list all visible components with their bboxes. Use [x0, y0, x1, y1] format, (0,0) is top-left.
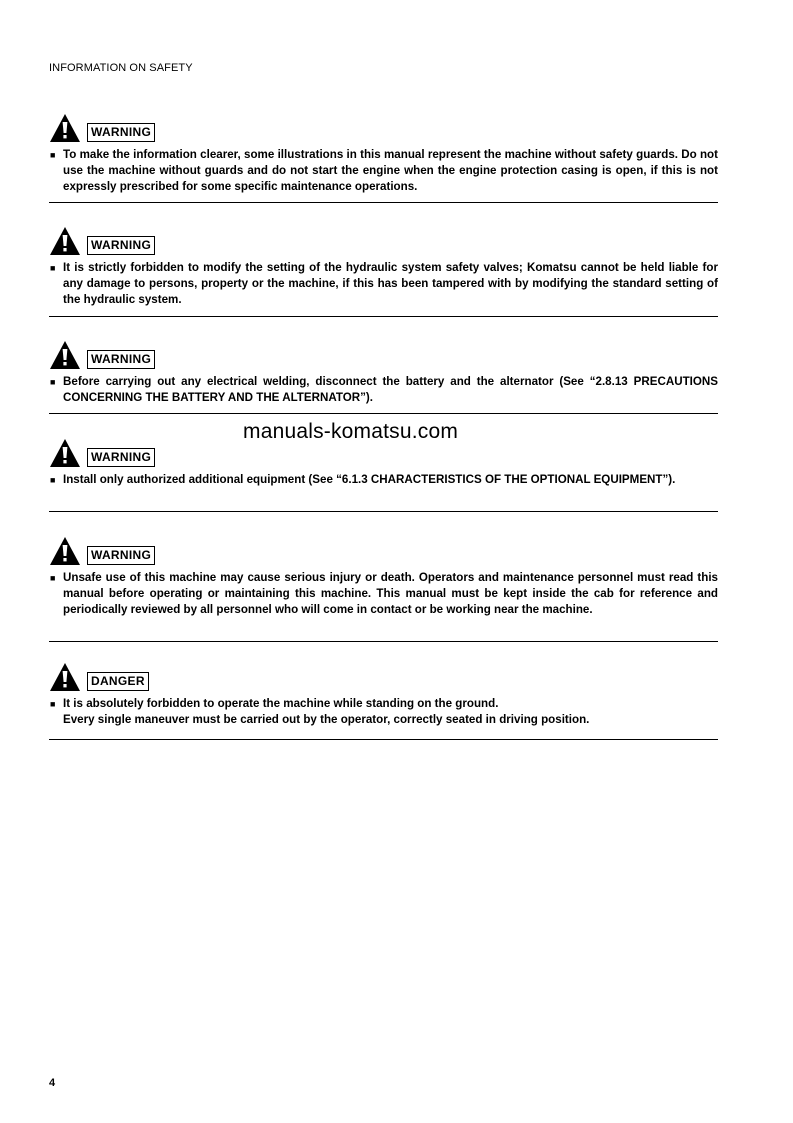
- notice-text: Before carrying out any electrical welding, disconnect the battery and the alternator (See “2.8.13 PRECAUTIONS CONCERNING THE BATTERY AND THE ALTERNATOR”).: [63, 375, 718, 404]
- notice-text: It is strictly forbidden to modify the setting of the hydraulic system safety valves; Komatsu cannot be held liable for any damage to persons, property or the machine, if this has been tampered with by modifying the standard setting of the hydraulic system.: [63, 261, 718, 306]
- warning-notice-1: [49, 113, 718, 195]
- warning-label: WARNING: [87, 236, 155, 255]
- notice-line: It is absolutely forbidden to operate the machine while standing on the ground.: [63, 697, 499, 710]
- warning-notice-3: [49, 340, 718, 406]
- warning-label: WARNING: [87, 448, 155, 467]
- warning-triangle-icon: [49, 438, 81, 468]
- bullet: ■: [50, 377, 56, 387]
- warning-triangle-icon: [49, 340, 81, 370]
- warning-triangle-icon: [49, 536, 81, 566]
- notice-text: To make the information clearer, some illustrations in this manual represent the machine without safety guards. Do not use the machine without guards and do not start the engine when the engine protection casing is open, if this is not expressly prescribed for some specific maintenance operations.: [63, 148, 718, 193]
- danger-notice: [49, 662, 718, 728]
- notice-text: Unsafe use of this machine may cause serious injury or death. Operators and maintenance personnel must read this manual before operating or maintaining this machine. This manual must be kept inside the cab for reference and periodically reviewed by all personnel who will come in contact or be working near the machine.: [63, 571, 718, 616]
- divider: [49, 641, 718, 642]
- warning-label: WARNING: [87, 546, 155, 565]
- bullet: ■: [50, 699, 56, 709]
- danger-triangle-icon: [49, 662, 81, 692]
- page-header: INFORMATION ON SAFETY: [49, 62, 193, 74]
- bullet: ■: [50, 263, 56, 273]
- page-number: 4: [49, 1077, 56, 1089]
- bullet: ■: [50, 150, 56, 160]
- divider: [49, 413, 718, 414]
- notice-text: [63, 696, 718, 728]
- warning-notice-4: [49, 438, 718, 488]
- divider: [49, 511, 718, 512]
- warning-triangle-icon: [49, 226, 81, 256]
- notice-line: Every single maneuver must be carried out by the operator, correctly seated in driving position.: [63, 713, 590, 726]
- divider: [49, 316, 718, 317]
- bullet: ■: [50, 475, 56, 485]
- warning-label: WARNING: [87, 123, 155, 142]
- warning-notice-2: [49, 226, 718, 308]
- danger-label: DANGER: [87, 672, 149, 691]
- divider: [49, 739, 718, 740]
- warning-label: WARNING: [87, 350, 155, 369]
- notice-text: Install only authorized additional equipment (See “6.1.3 CHARACTERISTICS OF THE OPTIONAL EQUIPMENT”).: [63, 473, 676, 486]
- watermark: manuals-komatsu.com: [243, 420, 459, 443]
- warning-notice-5: [49, 536, 718, 618]
- divider: [49, 202, 718, 203]
- warning-triangle-icon: [49, 113, 81, 143]
- bullet: ■: [50, 573, 56, 583]
